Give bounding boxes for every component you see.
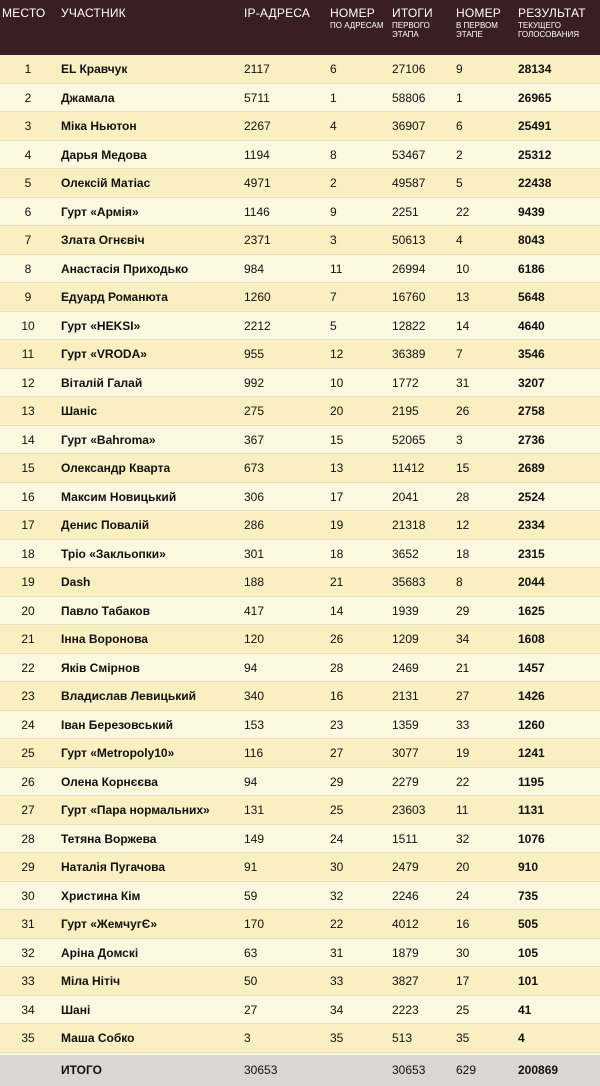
first-stage-total: 58806 [392,90,426,105]
first-stage-number: 12 [456,518,470,532]
table-row [0,511,600,540]
table-row [0,397,600,426]
first-stage-total: 16760 [392,290,426,304]
first-stage-number: 13 [456,290,470,304]
address-number: 1 [330,90,337,105]
place-cell: 19 [21,575,35,589]
table-row [0,255,600,284]
current-result: 4 [518,1031,525,1045]
current-result: 26965 [518,90,552,105]
place-cell: 27 [21,803,35,817]
address-number: 7 [330,290,337,304]
table-row [0,882,600,911]
address-number: 35 [330,1031,344,1045]
first-stage-total: 26994 [392,261,426,276]
ip-count: 1260 [244,290,271,304]
header-result: РЕЗУЛЬТАТ ТЕКУЩЕГО ГОЛОСОВАНИЯ [518,6,586,39]
total-ip: 30653 [244,1063,278,1077]
ip-count: 116 [244,746,264,760]
participant-name: Христина Кім [61,888,141,903]
current-result: 6186 [518,261,545,276]
participant-name: Гурт «Bahroma» [61,432,156,447]
first-stage-total: 27106 [392,62,426,76]
place-cell: 33 [21,974,35,988]
first-stage-number: 5 [456,176,463,190]
first-stage-total: 2469 [392,660,419,675]
table-body [0,55,600,1053]
place-cell: 9 [24,290,32,304]
place-cell: 26 [21,774,35,789]
current-result: 105 [518,945,539,960]
participant-name: Міка Ньютон [61,119,137,133]
ip-count: 153 [244,717,265,732]
current-result: 3546 [518,347,545,361]
first-stage-number: 19 [456,746,470,760]
participant-name: Едуард Романюта [61,290,168,304]
ip-count: 5711 [244,90,270,105]
first-stage-total: 2479 [392,860,419,874]
table-row [0,169,600,198]
current-result: 101 [518,974,539,988]
current-result: 2758 [518,404,545,418]
table-row [0,454,600,483]
ip-count: 340 [244,689,265,703]
first-stage-number: 14 [456,318,470,333]
address-number: 13 [330,461,344,475]
ip-count: 275 [244,404,265,418]
address-number: 5 [330,318,337,333]
ip-count: 91 [244,860,258,874]
ip-count: 2117 [244,62,270,76]
table-row [0,768,600,797]
participant-name: EL Кравчук [61,62,128,76]
ip-count: 94 [244,774,258,789]
first-stage-total: 3652 [392,546,419,561]
address-number: 3 [330,233,337,247]
first-stage-number: 15 [456,461,470,475]
ip-count: 3 [244,1031,251,1045]
address-number: 19 [330,518,344,532]
place-cell: 25 [21,746,35,760]
ip-count: 149 [244,831,265,846]
participant-name: Олена Корнєєва [61,774,158,789]
address-number: 22 [330,917,344,931]
place-cell: 7 [24,233,32,247]
table-header [0,0,600,55]
current-result: 2315 [518,546,545,561]
place-cell: 8 [24,261,32,276]
address-number: 17 [330,489,344,504]
place-cell: 14 [21,432,35,447]
first-stage-total: 21318 [392,518,426,532]
participant-name: Віталій Галай [61,375,143,390]
header-ip: IP-АДРЕСА [244,6,311,20]
first-stage-number: 10 [456,261,470,276]
address-number: 23 [330,717,344,732]
first-stage-total: 23603 [392,803,426,817]
first-stage-total: 2131 [392,689,419,703]
first-stage-total: 50613 [392,233,426,247]
address-number: 21 [330,575,344,589]
header-participant: УЧАСТНИК [61,6,126,20]
address-number: 29 [330,774,344,789]
address-number: 15 [330,432,344,447]
participant-name: Джамала [61,90,115,105]
ip-count: 94 [244,660,258,675]
first-stage-number: 8 [456,575,463,589]
participant-name: Гурт «HEKSI» [61,318,141,333]
first-stage-total: 2279 [392,774,419,789]
address-number: 34 [330,1002,344,1017]
table-row [0,682,600,711]
ip-count: 992 [244,375,265,390]
current-result: 22438 [518,176,552,190]
place-cell: 20 [21,603,35,618]
participant-name: Тетяна Воржева [61,831,157,846]
address-number: 16 [330,689,344,703]
header-first-stage-number: НОМЕР В ПЕРВОМ ЭТАПЕ [456,6,502,39]
current-result: 2524 [518,489,545,504]
table-row [0,340,600,369]
current-result: 9439 [518,204,545,219]
place-cell: 22 [21,660,35,675]
first-stage-number: 17 [456,974,470,988]
first-stage-number: 22 [456,204,470,219]
current-result: 505 [518,917,539,931]
address-number: 14 [330,603,344,618]
address-number: 2 [330,176,337,190]
first-stage-number: 3 [456,432,463,447]
first-stage-total: 52065 [392,432,426,447]
first-stage-number: 21 [456,660,470,675]
table-row [0,739,600,768]
current-result: 1457 [518,660,545,675]
first-stage-number: 35 [456,1031,470,1045]
participant-name: Дарья Медова [61,147,147,162]
first-stage-total: 1209 [392,632,419,646]
current-result: 1195 [518,774,545,789]
ip-count: 2267 [244,119,271,133]
first-stage-total: 3827 [392,974,419,988]
current-result: 1260 [518,717,545,732]
ip-count: 286 [244,518,265,532]
ip-count: 188 [244,575,265,589]
place-cell: 30 [21,888,35,903]
first-stage-total: 12822 [392,318,426,333]
table-row [0,1024,600,1053]
header-first-stage-totals: ИТОГИ ПЕРВОГО ЭТАПА [392,6,433,39]
place-cell: 31 [21,917,35,931]
place-cell: 11 [21,347,35,361]
current-result: 1131 [518,803,545,817]
address-number: 26 [330,632,344,646]
first-stage-total: 2041 [392,489,419,504]
table-row [0,654,600,683]
table-row [0,568,600,597]
ip-count: 984 [244,261,265,276]
first-stage-total: 2251 [392,204,419,219]
ip-count: 1194 [244,147,270,162]
table-row [0,483,600,512]
ip-count: 1146 [244,204,270,219]
current-result: 1076 [518,831,545,846]
table-row [0,226,600,255]
first-stage-number: 33 [456,717,470,732]
table-row [0,112,600,141]
address-number: 12 [330,347,344,361]
first-stage-number: 26 [456,404,470,418]
place-cell: 13 [21,404,35,418]
current-result: 4640 [518,318,545,333]
address-number: 11 [330,261,343,276]
first-stage-number: 34 [456,632,470,646]
total-first-stage: 30653 [392,1063,426,1077]
ip-count: 301 [244,546,265,561]
table-row [0,84,600,113]
place-cell: 24 [21,717,35,732]
table-row [0,825,600,854]
total-result: 200869 [518,1063,559,1077]
current-result: 5648 [518,290,545,304]
address-number: 9 [330,204,337,219]
current-result: 28134 [518,62,552,76]
participant-name: Павло Табаков [61,603,150,618]
table-row [0,540,600,569]
first-stage-number: 6 [456,119,463,133]
ip-count: 4971 [244,176,271,190]
current-result: 25491 [518,119,552,133]
first-stage-total: 1772 [392,375,419,390]
participant-name: Тріо «Закльопки» [61,546,166,561]
address-number: 32 [330,888,344,903]
table-row [0,796,600,825]
place-cell: 23 [21,689,35,703]
current-result: 910 [518,860,539,874]
current-result: 41 [518,1002,532,1017]
ip-count: 131 [244,803,265,817]
table-row [0,996,600,1025]
first-stage-total: 513 [392,1031,413,1045]
participant-name: Гурт «Армія» [61,204,139,219]
current-result: 8043 [518,233,545,247]
participant-name: Гурт «Пара нормальних» [61,803,210,817]
first-stage-number: 31 [456,375,470,390]
first-stage-number: 27 [456,689,470,703]
ip-count: 2371 [244,233,271,247]
participant-name: Гурт «ЖемчугЄ» [61,917,158,931]
first-stage-number: 29 [456,603,470,618]
participant-name: Анастасія Приходько [61,261,189,276]
first-stage-total: 1511 [392,831,418,846]
current-result: 735 [518,888,539,903]
place-cell: 6 [24,204,32,219]
table-row [0,853,600,882]
participant-name: Максим Новицький [61,489,177,504]
place-cell: 34 [21,1002,35,1017]
participant-name: Dash [61,575,91,589]
first-stage-total: 2195 [392,404,419,418]
participant-name: Яків Смірнов [61,660,140,675]
address-number: 33 [330,974,344,988]
table-row [0,939,600,968]
first-stage-total: 49587 [392,176,426,190]
first-stage-total: 1939 [392,603,419,618]
ip-count: 367 [244,432,265,447]
address-number: 27 [330,746,344,760]
table-row [0,625,600,654]
current-result: 1241 [518,746,545,760]
participant-name: Міла Нітіч [61,974,121,988]
participant-name: Денис Повалій [61,518,150,532]
header-number: НОМЕР ПО АДРЕСАМ [330,6,384,30]
first-stage-total: 2246 [392,888,419,903]
first-stage-number: 32 [456,831,470,846]
table-row [0,141,600,170]
participant-name: Шані [61,1002,91,1017]
place-cell: 5 [24,176,32,190]
current-result: 1426 [518,689,545,703]
first-stage-total: 3077 [392,746,419,760]
participant-name: Маша Собко [61,1031,135,1045]
participant-name: Злата Огнєвіч [61,233,145,247]
place-cell: 12 [21,375,35,390]
current-result: 2334 [518,518,545,532]
current-result: 1608 [518,632,545,646]
first-stage-total: 36907 [392,119,426,133]
total-first-stage-number: 629 [456,1063,477,1077]
ip-count: 2212 [244,318,271,333]
first-stage-total: 2223 [392,1002,419,1017]
total-row [0,1055,600,1086]
first-stage-total: 4012 [392,917,419,931]
current-result: 2736 [518,432,545,447]
first-stage-number: 22 [456,774,470,789]
place-cell: 3 [24,119,32,133]
address-number: 31 [330,945,344,960]
ip-count: 50 [244,974,258,988]
table-row [0,597,600,626]
place-cell: 1 [24,62,32,76]
table-row [0,426,600,455]
first-stage-number: 30 [456,945,470,960]
ip-count: 417 [244,603,265,618]
participant-name: Гурт «VRODA» [61,347,147,361]
first-stage-number: 28 [456,489,470,504]
place-cell: 32 [21,945,35,960]
address-number: 30 [330,860,344,874]
place-cell: 15 [21,461,35,475]
place-cell: 17 [21,518,35,532]
ip-count: 170 [244,917,265,931]
first-stage-number: 7 [456,347,463,361]
ip-count: 59 [244,888,258,903]
participant-name: Наталія Пугачова [61,860,166,874]
ip-count: 955 [244,347,265,361]
place-cell: 16 [21,489,35,504]
first-stage-number: 2 [456,147,463,162]
place-cell: 29 [21,860,35,874]
table-row [0,283,600,312]
address-number: 10 [330,375,344,390]
ip-count: 306 [244,489,265,504]
participant-name: Аріна Домскі [61,945,139,960]
place-cell: 2 [24,90,32,105]
current-result: 2044 [518,575,545,589]
address-number: 28 [330,660,344,675]
first-stage-total: 53467 [392,147,426,162]
header-place: МЕСТО [2,6,46,20]
participant-name: Олексій Матіас [61,176,151,190]
first-stage-total: 36389 [392,347,426,361]
address-number: 18 [330,546,344,561]
first-stage-total: 35683 [392,575,426,589]
participant-name: Владислав Левицький [61,689,196,703]
first-stage-number: 4 [456,233,463,247]
total-label: ИТОГО [61,1063,102,1077]
participant-name: Іван Березовський [61,717,173,732]
table-row [0,55,600,84]
first-stage-number: 25 [456,1002,470,1017]
place-cell: 4 [24,147,32,162]
place-cell: 10 [21,318,35,333]
address-number: 20 [330,404,344,418]
address-number: 24 [330,831,344,846]
first-stage-total: 11412 [392,461,425,475]
table-row [0,312,600,341]
first-stage-number: 24 [456,888,470,903]
table-row [0,369,600,398]
place-cell: 35 [21,1031,35,1045]
address-number: 25 [330,803,344,817]
first-stage-number: 16 [456,917,470,931]
first-stage-total: 1359 [392,717,419,732]
address-number: 6 [330,62,337,76]
current-result: 25312 [518,147,552,162]
ip-count: 673 [244,461,265,475]
place-cell: 28 [21,831,35,846]
first-stage-number: 18 [456,546,470,561]
current-result: 2689 [518,461,545,475]
first-stage-number: 9 [456,62,463,76]
table-row [0,967,600,996]
ip-count: 27 [244,1002,258,1017]
first-stage-total: 1879 [392,945,419,960]
place-cell: 21 [21,632,35,646]
table-row [0,711,600,740]
first-stage-number: 11 [456,803,469,817]
participant-name: Олександр Кварта [61,461,171,475]
first-stage-number: 1 [456,90,463,105]
table-row [0,910,600,939]
address-number: 8 [330,147,337,162]
current-result: 1625 [518,603,545,618]
first-stage-number: 20 [456,860,470,874]
current-result: 3207 [518,375,545,390]
participant-name: Інна Воронова [61,632,148,646]
ip-count: 63 [244,945,258,960]
table-row [0,198,600,227]
place-cell: 18 [21,546,35,561]
address-number: 4 [330,119,337,133]
ip-count: 120 [244,632,265,646]
participant-name: Гурт «Metropoly10» [61,746,175,760]
participant-name: Шаніс [61,404,97,418]
